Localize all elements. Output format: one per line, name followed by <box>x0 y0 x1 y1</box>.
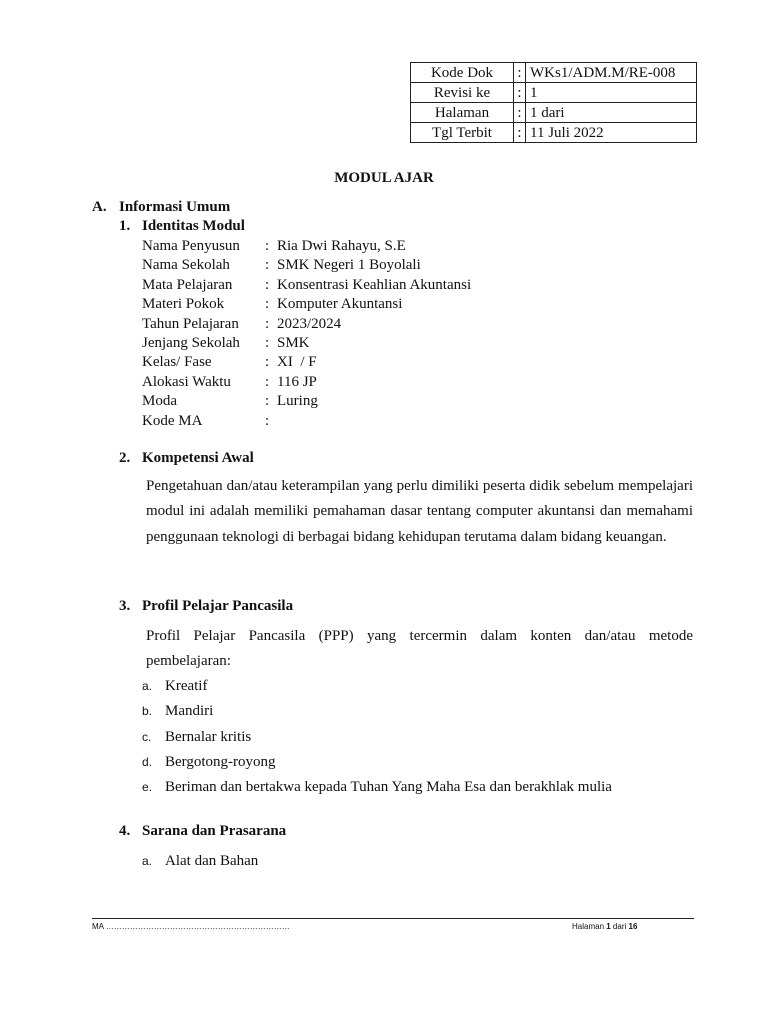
identitas-label: Mata Pelajaran <box>142 276 233 293</box>
list-item-text: Kreatif <box>165 678 208 694</box>
doc-control-row <box>411 63 697 83</box>
identitas-row <box>142 295 471 314</box>
identitas-title: Identitas Modul <box>142 218 245 234</box>
identitas-colon: : <box>265 373 270 390</box>
kompetensi-paragraph: Pengetahuan dan/atau keterampilan yang perlu dimiliki peserta didik sebelum mempelajari modul ini adalah memiliki pemahaman dasar tentang computer akuntansi dan memahami penggunaan teknologi di berbagai bidang kehidupan terutama dalam bidang keuangan. <box>146 478 693 545</box>
identitas-label: Nama Penyusun <box>142 238 240 254</box>
identitas-colon: : <box>265 393 270 410</box>
doc-control-colon: : <box>514 83 526 103</box>
identitas-row <box>142 412 471 431</box>
section-a-title: Informasi Umum <box>119 199 231 215</box>
doc-control-key: Revisi ke <box>411 83 514 103</box>
identitas-number: 1. <box>119 218 131 234</box>
identitas-row <box>142 237 471 256</box>
footer-page-current: 1 <box>606 922 611 931</box>
list-marker: e. <box>142 780 153 795</box>
kompetensi-heading <box>119 450 254 467</box>
doc-control-colon: : <box>514 103 526 123</box>
sarana-list <box>142 849 258 874</box>
identitas-colon: : <box>265 412 270 429</box>
identitas-label: Kode MA <box>142 412 203 429</box>
list-marker: b. <box>142 704 153 719</box>
list-item <box>142 750 612 775</box>
identitas-colon: : <box>265 334 270 351</box>
identitas-value: Ria Dwi Rahayu, S.E <box>277 238 406 254</box>
doc-control-row <box>411 83 697 103</box>
identitas-label: Alokasi Waktu <box>142 373 231 390</box>
identitas-row <box>142 276 471 295</box>
identitas-row <box>142 315 471 334</box>
list-item-text: Alat dan Bahan <box>165 853 259 869</box>
list-marker: a. <box>142 679 153 693</box>
identitas-label: Tahun Pelajaran <box>142 315 239 332</box>
list-marker: c. <box>142 729 152 744</box>
list-marker: d. <box>142 754 153 769</box>
profil-paragraph: Profil Pelajar Pancasila (PPP) yang tercermin dalam konten dan/atau metode pembelajaran: <box>146 628 693 670</box>
identitas-colon: : <box>265 257 270 274</box>
identitas-value: 116 JP <box>277 373 317 390</box>
identitas-value: SMK <box>277 334 310 351</box>
doc-control-key: Kode Dok <box>411 63 514 83</box>
identitas-row <box>142 256 471 275</box>
list-item-text: Beriman dan bertakwa kepada Tuhan Yang Maha Esa dan berakhlak mulia <box>165 779 612 796</box>
list-item-text: Bernalar kritis <box>165 728 252 745</box>
footer-page-number <box>572 922 637 931</box>
kompetensi-title: Kompetensi Awal <box>142 450 254 466</box>
sarana-title: Sarana dan Prasarana <box>142 823 287 839</box>
identitas-row <box>142 334 471 353</box>
identitas-value: Konsentrasi Keahlian Akuntansi <box>277 276 472 293</box>
sarana-heading <box>119 823 286 840</box>
sarana-number: 4. <box>119 823 131 839</box>
profil-list <box>142 674 612 800</box>
doc-control-row <box>411 123 697 143</box>
identitas-label: Nama Sekolah <box>142 257 230 274</box>
doc-control-key: Tgl Terbit <box>411 123 514 143</box>
footer-page-prefix: Halaman <box>572 922 607 931</box>
identitas-colon: : <box>265 354 270 371</box>
identitas-heading <box>119 218 245 235</box>
list-item <box>142 725 612 750</box>
document-title: MODUL AJAR <box>334 170 434 186</box>
identitas-value: Luring <box>277 393 318 410</box>
doc-control-value: 11 Juli 2022 <box>526 123 697 143</box>
identitas-list <box>142 237 471 431</box>
doc-control-value: 1 dari <box>526 103 697 123</box>
identitas-label: Moda <box>142 393 177 410</box>
identitas-row <box>142 392 471 411</box>
list-marker: a. <box>142 854 153 868</box>
identitas-colon: : <box>265 238 270 254</box>
list-item <box>142 775 612 800</box>
footer-ma-code: MA …………………………………………………………… <box>92 922 290 931</box>
identitas-colon: : <box>265 315 270 332</box>
identitas-row <box>142 353 471 372</box>
identitas-row <box>142 373 471 392</box>
doc-control-row <box>411 103 697 123</box>
footer-page-mid: dari <box>610 922 629 931</box>
profil-number: 3. <box>119 598 131 614</box>
list-item-text: Bergotong-royong <box>165 753 276 770</box>
identitas-value: XI / F <box>277 354 317 371</box>
list-item <box>142 674 612 699</box>
identitas-label: Materi Pokok <box>142 296 225 313</box>
footer-divider <box>92 918 694 919</box>
doc-control-colon: : <box>514 63 526 83</box>
kompetensi-number: 2. <box>119 450 131 466</box>
list-item <box>142 699 612 724</box>
list-item-text: Mandiri <box>165 703 214 720</box>
identitas-value: 2023/2024 <box>277 315 342 332</box>
doc-control-value: 1 <box>526 83 697 103</box>
identitas-value: SMK Negeri 1 Boyolali <box>277 257 421 274</box>
identitas-label: Kelas/ Fase <box>142 354 212 371</box>
doc-control-value: WKs1/ADM.M/RE-008 <box>526 63 697 83</box>
document-control-table <box>410 62 697 143</box>
profil-title: Profil Pelajar Pancasila <box>142 598 294 614</box>
profil-heading <box>119 598 293 615</box>
footer-page-total: 16 <box>628 922 638 931</box>
identitas-label: Jenjang Sekolah <box>142 334 240 351</box>
section-a-number: A. <box>92 199 107 215</box>
doc-control-key: Halaman <box>411 103 514 123</box>
identitas-value: Komputer Akuntansi <box>277 296 403 313</box>
section-a-heading <box>92 199 230 216</box>
list-item <box>142 849 258 874</box>
doc-control-colon: : <box>514 123 526 143</box>
identitas-colon: : <box>265 276 270 293</box>
identitas-colon: : <box>265 296 270 313</box>
